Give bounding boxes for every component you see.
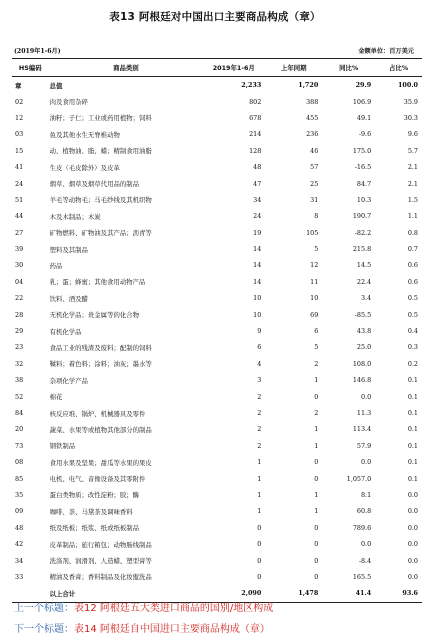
share-cell: 0.5 — [407, 294, 418, 303]
current-value-cell: 4 — [257, 359, 262, 368]
share-cell: 0.4 — [407, 327, 418, 336]
category-cell: 肉及食用杂碎 — [49, 98, 88, 107]
previous-value-cell: 8 — [314, 212, 319, 221]
share-cell: 2.1 — [407, 163, 418, 172]
prev-title-link[interactable]: 表12 阿根廷五大类进口商品的国别/地区构成 — [74, 603, 274, 614]
hs-code-cell: 32 — [15, 359, 24, 368]
share-cell: 0.5 — [407, 310, 418, 319]
current-value-cell: 2 — [257, 392, 262, 401]
table-row — [12, 208, 422, 224]
category-cell: 总值 — [49, 81, 63, 90]
category-cell: 羊毛等动物毛；马毛纱线及其机织物 — [49, 196, 152, 205]
category-cell: 饮料、酒及醋 — [49, 294, 88, 303]
yoy-cell: 0.0 — [360, 458, 372, 467]
share-cell: 100.0 — [397, 81, 418, 90]
hs-code-cell: 44 — [15, 212, 24, 221]
yoy-cell: 108.0 — [352, 359, 372, 368]
hs-code-cell: 09 — [15, 507, 24, 516]
table-row — [12, 487, 422, 503]
hs-code-cell: 28 — [15, 310, 24, 319]
share-cell: 0.3 — [407, 343, 418, 352]
hs-code-cell: 23 — [15, 343, 24, 352]
table-row — [12, 241, 422, 257]
previous-value-cell: 46 — [310, 146, 319, 155]
current-value-cell: 802 — [249, 97, 262, 106]
previous-value-cell: 0 — [314, 523, 319, 532]
yoy-cell: -16.5 — [354, 163, 372, 172]
current-value-cell: 6 — [257, 343, 262, 352]
table-row — [12, 372, 422, 388]
yoy-cell: 60.8 — [356, 507, 372, 516]
category-cell: 木及木制品；木炭 — [49, 212, 101, 221]
yoy-cell: 14.5 — [356, 261, 372, 270]
table-row — [12, 421, 422, 437]
category-cell: 电机、电气、音像设备及其零附件 — [49, 475, 146, 484]
share-cell: 0.1 — [407, 441, 418, 450]
share-cell: 9.6 — [407, 130, 418, 139]
category-cell: 鞣料；着色料；涂料；油灰；墨水等 — [49, 360, 152, 369]
share-cell: 0.6 — [407, 277, 418, 286]
previous-value-cell: 6 — [314, 327, 319, 336]
yoy-cell: 3.4 — [360, 294, 372, 303]
yoy-cell: 789.6 — [352, 523, 372, 532]
previous-value-cell: 1 — [314, 376, 319, 385]
hs-code-cell: 12 — [15, 113, 24, 122]
yoy-cell: 1,057.0 — [346, 474, 372, 483]
previous-value-cell: 455 — [306, 113, 319, 122]
hs-code-cell: 84 — [15, 409, 24, 417]
table-row — [12, 503, 422, 519]
category-cell: 鱼及其他水生无脊椎动物 — [49, 130, 120, 139]
hs-code-cell: 35 — [15, 490, 24, 499]
table-row — [12, 405, 422, 421]
current-value-cell: 1 — [257, 474, 262, 483]
header-category: 商品类别 — [46, 59, 203, 77]
previous-value-cell: 0 — [314, 392, 319, 401]
next-title-nav — [14, 620, 270, 635]
header-yoy: 同比% — [322, 59, 375, 77]
current-value-cell: 14 — [253, 245, 262, 254]
hs-code-cell: 34 — [15, 556, 24, 565]
previous-value-cell: 1,478 — [265, 585, 322, 602]
table-row — [12, 225, 422, 241]
yoy-cell: 25.0 — [356, 343, 372, 352]
header-current: 2019年1-6月 — [202, 59, 265, 77]
table-row — [12, 274, 422, 290]
previous-value-cell: 57 — [310, 163, 319, 172]
current-value-cell: 1 — [257, 458, 262, 467]
current-value-cell: 0 — [257, 540, 262, 549]
share-cell: 93.6 — [375, 585, 422, 602]
yoy-cell: 146.8 — [352, 376, 372, 385]
previous-value-cell: 2 — [314, 409, 319, 417]
current-value-cell: 24 — [253, 212, 262, 221]
current-value-cell: 1 — [257, 507, 262, 516]
table-row — [12, 306, 422, 322]
hs-code-cell: 08 — [15, 458, 24, 467]
previous-value-cell: 12 — [310, 261, 319, 270]
category-cell: 杂项化学产品 — [49, 376, 88, 385]
table-row — [12, 388, 422, 404]
share-cell: 0.0 — [407, 556, 418, 565]
previous-value-cell: 1 — [314, 507, 319, 516]
yoy-cell: 8.1 — [360, 490, 372, 499]
current-value-cell: 2 — [257, 409, 262, 417]
current-value-cell: 0 — [257, 523, 262, 532]
category-cell: 食用水果及坚果；甜瓜等水果的果皮 — [49, 458, 152, 467]
yoy-cell: 41.4 — [322, 585, 375, 602]
current-value-cell: 1 — [257, 490, 262, 499]
yoy-cell: 175.0 — [352, 146, 372, 155]
next-title-label: 下一个标题： — [14, 624, 74, 635]
yoy-cell: 165.5 — [352, 572, 372, 581]
share-cell: 0.8 — [407, 228, 418, 237]
hs-code-cell: 52 — [15, 392, 24, 401]
table-row — [12, 552, 422, 568]
yoy-cell: 49.1 — [356, 113, 372, 122]
yoy-cell: -82.2 — [354, 228, 372, 237]
prev-title-label: 上一个标题： — [14, 603, 74, 614]
current-value-cell: 9 — [257, 327, 262, 336]
table-row — [12, 356, 422, 372]
share-cell: 0.1 — [407, 474, 418, 483]
table-row — [12, 520, 422, 536]
previous-value-cell: 0 — [314, 556, 319, 565]
table-row — [12, 126, 422, 142]
previous-value-cell: 0 — [314, 474, 319, 483]
hs-code-cell: 73 — [15, 441, 24, 450]
hs-code-cell: 24 — [15, 179, 24, 188]
table-header-row — [12, 59, 422, 77]
previous-value-cell: 105 — [306, 228, 319, 237]
category-cell: 棉花 — [49, 393, 63, 402]
yoy-cell: -85.5 — [354, 310, 372, 319]
current-value-cell: 10 — [253, 294, 262, 303]
yoy-cell: -8.4 — [358, 556, 372, 565]
yoy-cell: 106.9 — [352, 97, 372, 106]
table-row — [12, 569, 422, 585]
hs-code-cell: 51 — [15, 195, 24, 204]
current-value-cell: 2,090 — [202, 585, 265, 602]
yoy-cell: 57.9 — [356, 441, 372, 450]
hs-code-cell: 02 — [15, 97, 24, 106]
category-cell: 钢铁制品 — [49, 442, 76, 451]
page-title: 表13 阿根廷对中国出口主要商品构成（章） — [109, 11, 321, 23]
share-cell: 0.1 — [407, 458, 418, 467]
previous-value-cell: 11 — [310, 277, 319, 286]
table-row — [12, 93, 422, 109]
category-cell: 乳；蛋；蜂蜜；其他食用动物产品 — [49, 278, 146, 287]
current-value-cell: 19 — [253, 228, 262, 237]
current-value-cell: 0 — [257, 556, 262, 565]
yoy-cell: 0.0 — [360, 540, 372, 549]
category-cell: 蔬菜、水果等或植物其他部分的制品 — [49, 425, 152, 434]
table-row — [12, 257, 422, 273]
previous-value-cell: 1 — [314, 490, 319, 499]
table-row — [12, 110, 422, 126]
yoy-cell: 84.7 — [356, 179, 372, 188]
share-cell: 1.1 — [407, 212, 418, 221]
hs-code-cell: 03 — [15, 130, 24, 139]
previous-value-cell: 5 — [314, 343, 319, 352]
share-cell: 0.1 — [407, 392, 418, 401]
hs-code-cell: 85 — [15, 474, 24, 483]
previous-value-cell: 0 — [314, 572, 319, 581]
current-value-cell: 214 — [249, 130, 262, 139]
previous-value-cell: 2 — [314, 359, 319, 368]
hs-code-cell: 20 — [15, 425, 24, 434]
yoy-cell: 215.8 — [352, 245, 372, 254]
category-cell: 纸及纸板；纸浆、纸或纸板制品 — [49, 524, 140, 533]
hs-code-cell: 33 — [15, 572, 24, 581]
previous-value-cell: 5 — [314, 245, 319, 254]
period-label: (2019年1-6月) — [14, 48, 61, 55]
share-cell: 1.5 — [407, 195, 418, 204]
current-value-cell: 14 — [253, 261, 262, 270]
previous-value-cell: 10 — [310, 294, 319, 303]
yoy-cell: 10.3 — [356, 195, 372, 204]
current-value-cell: 678 — [249, 113, 262, 122]
category-cell: 以上合计 — [46, 585, 203, 602]
yoy-cell: -9.6 — [358, 130, 372, 139]
previous-value-cell: 1 — [314, 441, 319, 450]
previous-value-cell: 31 — [310, 195, 319, 204]
category-cell: 烟草、烟草及烟草代用品的制品 — [49, 180, 140, 189]
current-value-cell: 3 — [257, 376, 262, 385]
category-cell: 核反应堆、锅炉、机械器具及零件 — [49, 409, 146, 418]
share-cell: 0.1 — [407, 376, 418, 385]
hs-code-cell: 39 — [15, 245, 24, 254]
table-row — [12, 77, 422, 94]
share-cell: 0.1 — [407, 425, 418, 434]
current-value-cell: 2 — [257, 425, 262, 434]
previous-value-cell: 1,720 — [298, 81, 319, 90]
hs-code-cell: 04 — [15, 277, 24, 286]
previous-value-cell: 1 — [314, 425, 319, 434]
hs-code-cell: 30 — [15, 261, 24, 270]
hs-code-cell: 章 — [15, 81, 22, 90]
share-cell: 0.0 — [407, 490, 418, 499]
share-cell: 0.2 — [407, 359, 418, 368]
category-cell: 洗涤剂、润滑剂、人造蜡、塑型膏等 — [49, 557, 152, 566]
category-cell: 生皮（毛皮除外）及皮革 — [49, 163, 120, 172]
hs-code-cell: 15 — [15, 146, 24, 155]
current-value-cell: 128 — [249, 146, 262, 155]
current-value-cell: 48 — [253, 163, 262, 172]
unit-label: 金额单位：百万美元 — [358, 48, 414, 55]
hs-code-cell: 29 — [15, 327, 24, 336]
category-cell: 动、植物油、脂、蜡；精制食用油脂 — [49, 147, 152, 156]
share-cell: 30.3 — [403, 113, 418, 122]
yoy-cell: 29.9 — [355, 81, 372, 90]
current-value-cell: 34 — [253, 195, 262, 204]
share-cell: 2.1 — [407, 179, 418, 188]
table-row — [12, 454, 422, 470]
header-hs-code: HS编码 — [12, 59, 46, 77]
current-value-cell: 2 — [257, 441, 262, 450]
next-title-link[interactable]: 表14 阿根廷自中国进口主要商品构成（章） — [74, 624, 270, 635]
hs-code-cell: 27 — [15, 228, 24, 237]
share-cell: 5.7 — [407, 146, 418, 155]
share-cell: 0.0 — [407, 523, 418, 532]
share-cell: 35.9 — [403, 97, 418, 106]
hs-code-cell: 38 — [15, 376, 24, 385]
share-cell: 0.0 — [407, 540, 418, 549]
table-row — [12, 470, 422, 486]
current-value-cell: 2,233 — [241, 81, 262, 90]
table-row — [12, 339, 422, 355]
table-row — [12, 438, 422, 454]
hs-code-cell: 22 — [15, 294, 24, 303]
prev-title-nav — [14, 599, 273, 614]
current-value-cell: 14 — [253, 277, 262, 286]
hs-code-cell: 41 — [15, 163, 24, 172]
previous-value-cell: 236 — [306, 130, 319, 139]
table-body — [12, 77, 422, 603]
current-value-cell: 10 — [253, 310, 262, 319]
yoy-cell: 11.3 — [356, 409, 372, 417]
share-cell: 0.0 — [407, 572, 418, 581]
category-cell: 蛋白类物质；改性淀粉；胶；酶 — [49, 491, 140, 500]
current-value-cell: 0 — [257, 572, 262, 581]
table-row — [12, 290, 422, 306]
category-cell: 咖啡、茶、马黛茶及调味香料 — [49, 507, 133, 516]
table-row — [12, 323, 422, 339]
header-share: 占比% — [375, 59, 422, 77]
category-cell: 药品 — [49, 261, 63, 270]
current-value-cell: 47 — [253, 179, 262, 188]
yoy-cell: 190.7 — [352, 212, 372, 221]
yoy-cell: 113.4 — [352, 425, 372, 434]
share-cell: 0.6 — [407, 261, 418, 270]
data-table — [12, 58, 422, 603]
category-cell: 矿物燃料、矿物油及其产品；沥青等 — [49, 229, 152, 238]
table-row — [12, 175, 422, 191]
share-cell: 0.7 — [407, 245, 418, 254]
category-cell: 塑料及其制品 — [49, 245, 88, 254]
category-cell: 油籽；子仁；工业或药用植物；饲料 — [49, 114, 152, 123]
table-row — [12, 143, 422, 159]
share-cell: 0.1 — [407, 409, 418, 417]
previous-value-cell: 25 — [310, 179, 319, 188]
category-cell: 食品工业的残渣及废料；配制的饲料 — [49, 343, 152, 352]
table-row — [12, 536, 422, 552]
hs-code-cell: 48 — [15, 523, 24, 532]
previous-value-cell: 0 — [314, 458, 319, 467]
table-row — [12, 159, 422, 175]
previous-value-cell: 69 — [310, 310, 319, 319]
previous-value-cell: 0 — [314, 540, 319, 549]
yoy-cell: 22.4 — [356, 277, 372, 286]
table-row — [12, 192, 422, 208]
hs-code-cell: 42 — [15, 540, 24, 549]
category-cell: 精油及香膏；香料制品及化妆盥洗品 — [49, 573, 152, 582]
yoy-cell: 0.0 — [360, 392, 372, 401]
previous-value-cell: 388 — [306, 97, 319, 106]
category-cell: 皮革制品；旅行箱包；动物肠线制品 — [49, 540, 152, 549]
header-previous: 上年同期 — [265, 59, 322, 77]
share-cell: 0.0 — [407, 507, 418, 516]
category-cell: 无机化学品；贵金属等的化合物 — [49, 311, 140, 320]
category-cell: 有机化学品 — [49, 327, 82, 336]
yoy-cell: 43.8 — [356, 327, 372, 336]
